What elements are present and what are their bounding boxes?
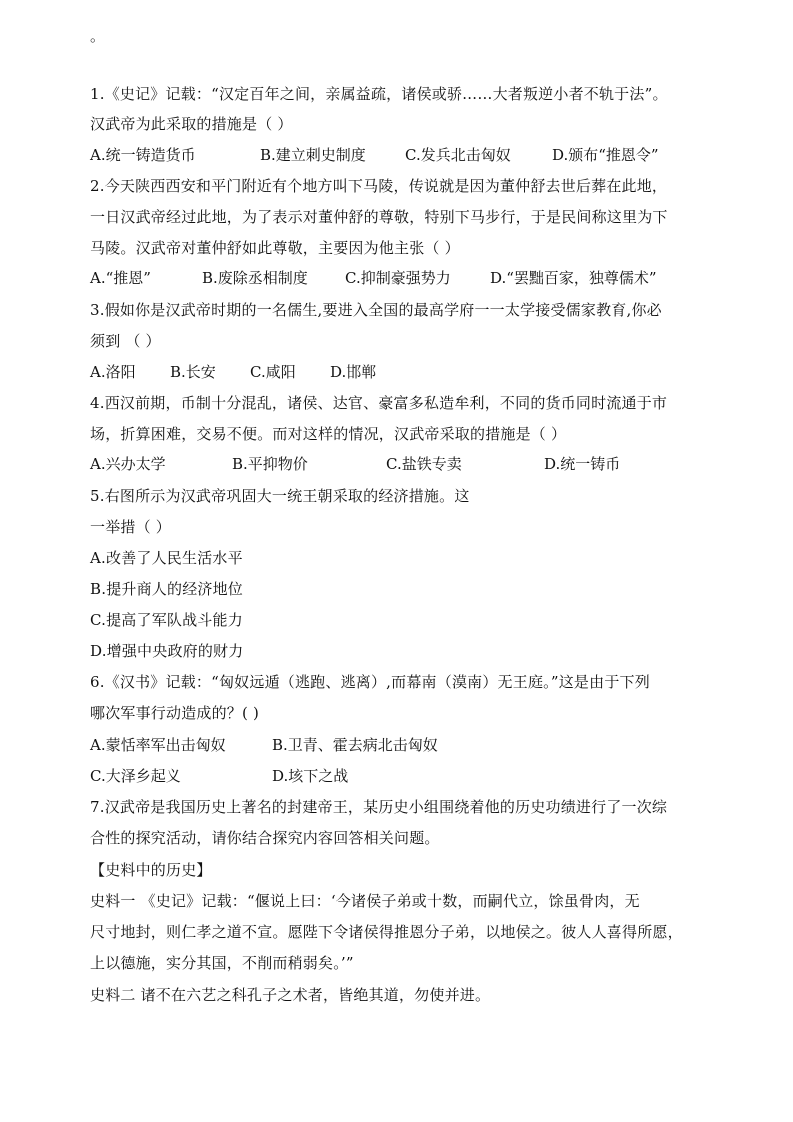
q1-option-c: C.发兵北击匈奴	[405, 146, 511, 164]
q2-stem-line-3: 马陵。汉武帝对董仲舒如此尊敬，主要因为他主张（ ）	[90, 239, 460, 257]
q3-option-a: A.洛阳	[90, 363, 136, 381]
q2-stem-line-2: 一日汉武帝经过此地，为了表示对董仲舒的尊敬，特别下马步行，于是民间称这里为下	[90, 208, 668, 226]
q3-option-d: D.邯郸	[330, 363, 377, 381]
q2-options	[90, 268, 710, 288]
q1-stem-line-1: 1.《史记》记载：“汉定百年之间，亲属益疏，诸侯或骄……大者叛逆小者不轨于法”。	[90, 85, 668, 103]
q5-option-c: C.提高了军队战斗能力	[90, 611, 243, 629]
q2-option-b: B.废除丞相制度	[202, 269, 308, 287]
q6-option-c: C.大泽乡起义	[90, 767, 181, 785]
q7-source-1-line-1: 史料一 《史记》记载：“偃说上曰：‘今诸侯子弟或十数，而嗣代立，馀虽骨肉，无	[90, 892, 640, 910]
q5-option-b: B.提升商人的经济地位	[90, 580, 243, 598]
q3-option-c: C.咸阳	[250, 363, 296, 381]
q7-stem-line-1: 7.汉武帝是我国历史上著名的封建帝王，某历史小组围绕着他的历史功绩进行了一次综	[90, 798, 668, 816]
q5-option-a: A.改善了人民生活水平	[90, 549, 243, 567]
q3-stem-line-2: 须到 （ ）	[90, 332, 161, 350]
q3-options	[90, 362, 710, 382]
q4-option-d: D.统一铸币	[544, 455, 621, 473]
q2-option-c: C.抑制豪强势力	[345, 269, 451, 287]
q1-option-a: A.统一铸造货币	[90, 146, 196, 164]
q5-stem-line-2: 一举措（ ）	[90, 518, 171, 536]
top-mark: 。	[90, 27, 106, 45]
q2-option-a: A.“推恩”	[90, 269, 151, 287]
q1-option-d: D.颁布“推恩令”	[552, 146, 659, 164]
q1-option-b: B.建立刺史制度	[260, 146, 366, 164]
q6-option-d: D.垓下之战	[272, 767, 349, 785]
q2-option-d: D.“罢黜百家，独尊儒术”	[490, 269, 657, 287]
q5-option-d: D.增强中央政府的财力	[90, 642, 244, 660]
q6-stem-line-2: 哪次军事行动造成的？( )	[90, 704, 260, 722]
q3-stem-line-1: 3.假如你是汉武帝时期的一名儒生,要进入全国的最高学府一一太学接受儒家教育,你必	[90, 301, 662, 319]
q4-option-b: B.平抑物价	[232, 455, 308, 473]
q4-stem-line-2: 场，折算困难，交易不便。而对这样的情况，汉武帝采取的措施是（ ）	[90, 425, 567, 443]
q6-options-row-1	[90, 735, 710, 755]
q4-option-c: C.盐铁专卖	[386, 455, 462, 473]
q6-option-a: A.蒙恬率军出击匈奴	[90, 736, 226, 754]
q7-section-heading: 【史料中的历史】	[90, 861, 212, 879]
q7-source-2-line-1: 史料二 诸不在六艺之科孔子之术者，皆绝其道，勿使并进。	[90, 986, 491, 1004]
q3-option-b: B.长安	[170, 363, 216, 381]
q4-stem-line-1: 4.西汉前期，币制十分混乱，诸侯、达官、豪富多私造牟利，不同的货币同时流通于市	[90, 394, 668, 412]
q4-options	[90, 454, 710, 474]
q6-stem-line-1: 6.《汉书》记载：“匈奴远遁（逃跑、逃离）,而幕南（漠南）无王庭。”这是由于下列	[90, 673, 650, 691]
q7-source-1-line-3: 上以德施，实分其国，不削而稍弱矣。’”	[90, 954, 354, 972]
q5-stem-line-1: 5.右图所示为汉武帝巩固大一统王朝采取的经济措施。这	[90, 487, 470, 505]
q6-option-b: B.卫青、霍去病北击匈奴	[272, 736, 438, 754]
q7-source-1-line-2: 尺寸地封，则仁孝之道不宣。愿陛下令诸侯得推恩分子弟，以地侯之。彼人人喜得所愿，	[90, 923, 683, 941]
q6-options-row-2	[90, 766, 710, 786]
q2-stem-line-1: 2.今天陕西西安和平门附近有个地方叫下马陵，传说就是因为董仲舒去世后葬在此地，	[90, 177, 668, 195]
q1-options	[90, 145, 710, 165]
q7-stem-line-2: 合性的探究活动，请你结合探究内容回答相关问题。	[90, 829, 440, 847]
q4-option-a: A.兴办太学	[90, 455, 166, 473]
q1-stem-line-2: 汉武帝为此采取的措施是（ ）	[90, 115, 293, 133]
